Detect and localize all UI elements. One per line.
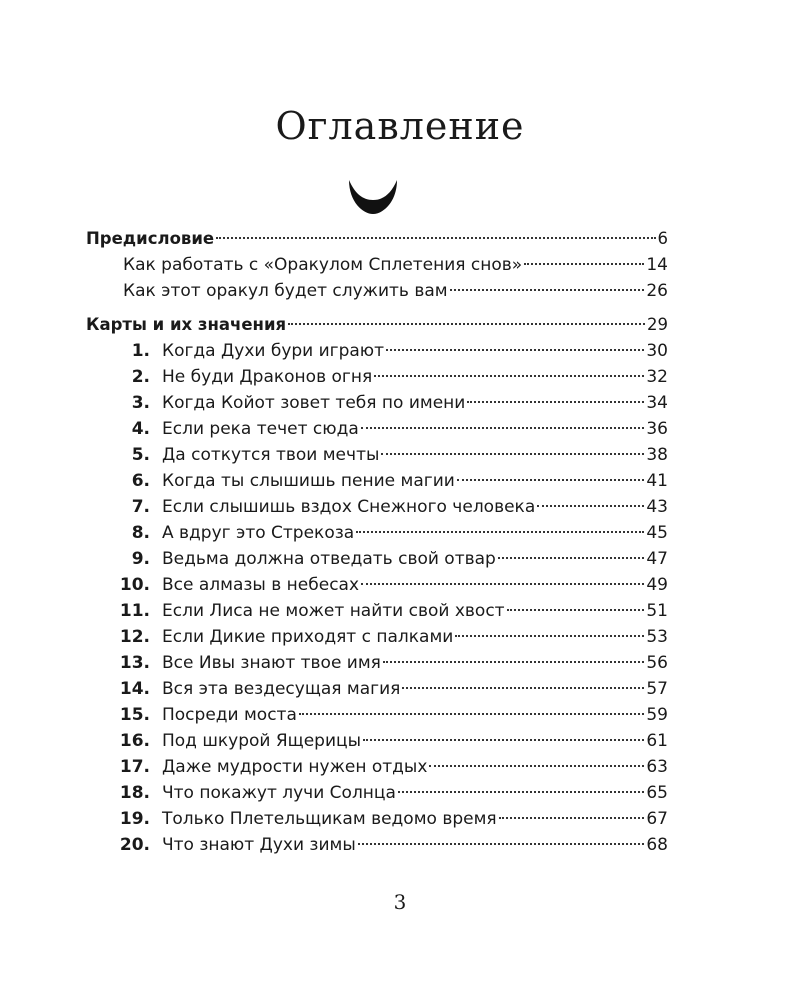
toc-card-entry[interactable]	[86, 624, 668, 650]
dot-leader	[467, 401, 644, 403]
toc-entry-page: 34	[646, 393, 668, 413]
toc-section-cards[interactable]	[86, 312, 668, 338]
toc-card-entry[interactable]	[86, 650, 668, 676]
toc-entry-page: 51	[646, 601, 668, 621]
toc-entry-page: 38	[646, 445, 668, 465]
dot-leader	[358, 843, 645, 845]
toc-entry-number: 11.	[119, 601, 150, 621]
toc-card-entry[interactable]	[86, 364, 668, 390]
toc-entry-page: 47	[646, 549, 668, 569]
toc-entry-number: 8.	[131, 523, 150, 543]
toc-entry-page: 61	[646, 731, 668, 751]
toc-card-entry[interactable]	[86, 494, 668, 520]
toc-entry-page: 43	[646, 497, 668, 517]
toc-card-entry[interactable]	[86, 598, 668, 624]
dot-leader	[402, 687, 644, 689]
toc-entry-label: Предисловие	[86, 229, 215, 248]
dot-leader	[383, 661, 644, 663]
toc-entry-label: Посреди моста	[162, 705, 297, 725]
toc-entry-number: 16.	[119, 731, 150, 751]
toc-entry-page: 26	[646, 281, 668, 301]
toc-entry-number: 14.	[119, 679, 150, 699]
toc-entry-page: 45	[646, 523, 668, 543]
toc-entry-number: 2.	[131, 367, 150, 387]
toc-card-entry[interactable]	[86, 702, 668, 728]
toc-card-entry[interactable]	[86, 442, 668, 468]
toc-entry-label: Что знают Духи зимы	[162, 835, 356, 855]
toc-entry-number: 20.	[119, 835, 150, 855]
toc-entry-page: 67	[646, 809, 668, 829]
toc-entry-page: 29	[647, 315, 668, 334]
toc-entry-number: 17.	[119, 757, 150, 777]
page-title: Оглавление	[275, 104, 525, 148]
dot-leader	[216, 237, 655, 239]
toc-entry-label: Если Лиса не может найти свой хвост	[162, 601, 505, 621]
dot-leader	[507, 609, 645, 611]
toc-entry-number: 1.	[131, 341, 150, 361]
toc-entry-page: 6	[657, 229, 668, 248]
toc-entry-number: 7.	[131, 497, 150, 517]
dot-leader	[374, 375, 644, 377]
dot-leader	[457, 479, 645, 481]
dot-leader	[498, 557, 645, 559]
toc-entry-page: 36	[646, 419, 668, 439]
toc-card-entry[interactable]	[86, 416, 668, 442]
toc-entry-label: Даже мудрости нужен отдых	[162, 757, 428, 777]
toc-entry-number: 12.	[119, 627, 150, 647]
toc-card-entry[interactable]	[86, 806, 668, 832]
toc-subentry[interactable]	[86, 278, 668, 304]
toc-entry-page: 56	[646, 653, 668, 673]
dot-leader	[499, 817, 645, 819]
dot-leader	[537, 505, 644, 507]
toc-entry-page: 41	[646, 471, 668, 491]
toc-card-entry[interactable]	[86, 754, 668, 780]
toc-card-entry[interactable]	[86, 780, 668, 806]
toc-entry-label: Все алмазы в небесах	[162, 575, 360, 595]
toc-entry-page: 63	[646, 757, 668, 777]
toc-entry-label: Как этот оракул будет служить вам	[123, 281, 448, 301]
toc-entry-label: Когда ты слышишь пение магии	[162, 471, 455, 491]
toc-entry-label: Под шкурой Ящерицы	[162, 731, 361, 751]
table-of-contents	[86, 226, 668, 858]
toc-entry-number: 5.	[131, 445, 150, 465]
toc-entry-label: Только Плетельщикам ведомо время	[162, 809, 497, 829]
toc-card-entry[interactable]	[86, 520, 668, 546]
toc-card-entry[interactable]	[86, 546, 668, 572]
toc-card-entry[interactable]	[86, 468, 668, 494]
toc-entry-page: 30	[646, 341, 668, 361]
dot-leader	[363, 739, 644, 741]
dot-leader	[361, 427, 645, 429]
toc-entry-page: 14	[646, 255, 668, 275]
toc-section-preface[interactable]	[86, 226, 668, 252]
toc-entry-label: Вся эта вездесущая магия	[162, 679, 401, 699]
toc-entry-label: Как работать с «Оракулом Сплетения снов»	[123, 255, 523, 275]
toc-entry-label: Карты и их значения	[86, 315, 287, 334]
toc-entry-label: Если слышишь вздох Снежного человека	[162, 497, 536, 517]
dot-leader	[455, 635, 644, 637]
dot-leader	[398, 791, 644, 793]
toc-entry-page: 57	[646, 679, 668, 699]
dot-leader	[361, 583, 644, 585]
toc-entry-number: 15.	[119, 705, 150, 725]
toc-entry-number: 6.	[131, 471, 150, 491]
toc-entry-label: Все Ивы знают твое имя	[162, 653, 381, 673]
toc-subentry[interactable]	[86, 252, 668, 278]
dot-leader	[429, 765, 644, 767]
toc-entry-label: А вдруг это Стрекоза	[162, 523, 355, 543]
page-number: 3	[393, 890, 407, 914]
toc-entry-label: Что покажут лучи Солнца	[162, 783, 396, 803]
dot-leader	[524, 263, 644, 265]
dot-leader	[356, 531, 644, 533]
toc-entry-label: Если Дикие приходят с палками	[162, 627, 454, 647]
toc-entry-number: 9.	[131, 549, 150, 569]
toc-entry-number: 3.	[131, 393, 150, 413]
toc-entry-page: 32	[646, 367, 668, 387]
toc-entry-label: Если река течет сюда	[162, 419, 359, 439]
toc-entry-label: Когда Койот зовет тебя по имени	[162, 393, 466, 413]
toc-entry-page: 49	[646, 575, 668, 595]
toc-entry-page: 53	[646, 627, 668, 647]
toc-entry-number: 18.	[119, 783, 150, 803]
toc-entry-label: Не буди Драконов огня	[162, 367, 373, 387]
toc-entry-number: 4.	[131, 419, 150, 439]
toc-card-entry[interactable]	[86, 728, 668, 754]
toc-entry-page: 59	[646, 705, 668, 725]
dot-leader	[381, 453, 644, 455]
toc-entry-label: Ведьма должна отведать свой отвар	[162, 549, 496, 569]
toc-entry-page: 65	[646, 783, 668, 803]
toc-entry-number: 13.	[119, 653, 150, 673]
crescent-moon-icon	[345, 176, 401, 216]
toc-card-entry[interactable]	[86, 832, 668, 858]
toc-card-entry[interactable]	[86, 572, 668, 598]
toc-entry-number: 10.	[119, 575, 150, 595]
toc-card-entry[interactable]	[86, 338, 668, 364]
dot-leader	[450, 289, 645, 291]
toc-entry-page: 68	[646, 835, 668, 855]
dot-leader	[288, 323, 645, 325]
dot-leader	[386, 349, 644, 351]
dot-leader	[299, 713, 644, 715]
toc-entry-label: Когда Духи бури играют	[162, 341, 385, 361]
toc-card-entry[interactable]	[86, 390, 668, 416]
toc-entry-label: Да соткутся твои мечты	[162, 445, 380, 465]
toc-card-entry[interactable]	[86, 676, 668, 702]
toc-entry-number: 19.	[119, 809, 150, 829]
